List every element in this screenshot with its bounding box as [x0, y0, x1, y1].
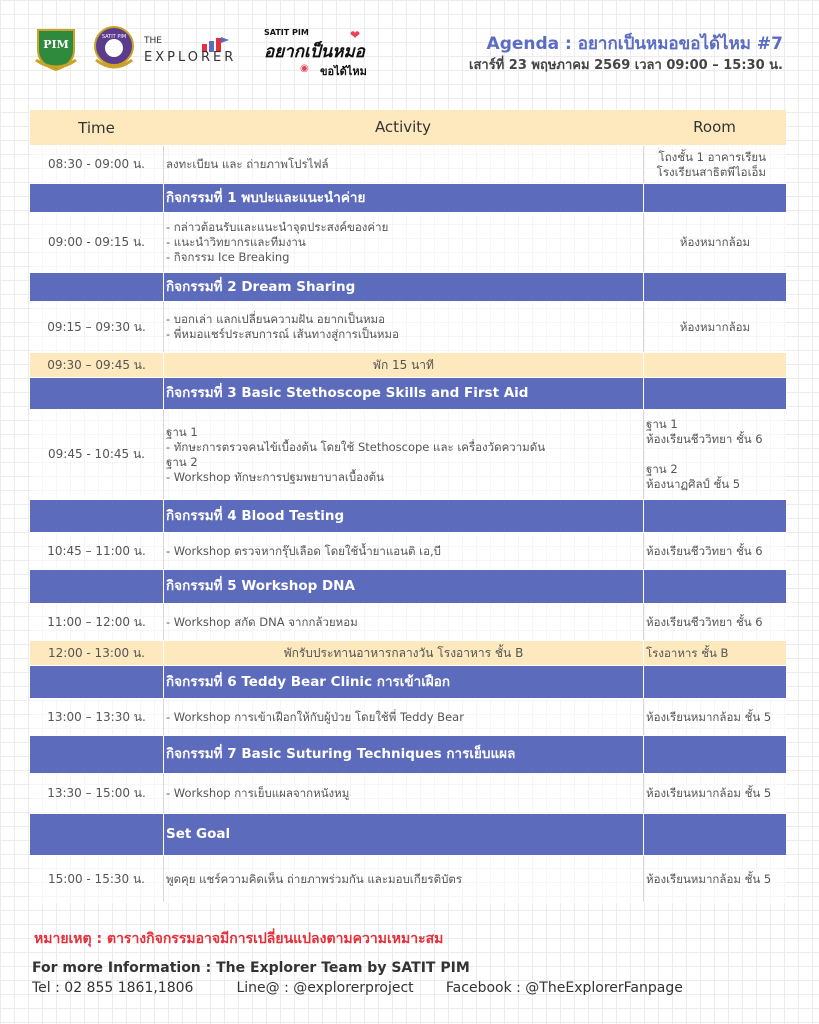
agenda-header [469, 32, 783, 76]
dream-doctor-logo [264, 28, 367, 78]
room-text: ฐาน 2 [646, 462, 678, 476]
activity-cell [163, 856, 643, 902]
band-time-cell [30, 666, 163, 698]
band-title-text: กิจกรรมที่ 6 Teddy Bear Clinic การเข้าเฝือก [166, 673, 451, 690]
time-cell: 13:00 – 13:30 น. [47, 709, 146, 724]
band-room-cell [643, 570, 786, 603]
activity-line: พูดคุย แชร์ความคิดเห็น ถ่ายภาพร่วมกัน และมอบเกียรติบัตร [166, 871, 463, 886]
room-text: ห้องเรียนหมากล้อม ชั้น 5 [646, 709, 772, 724]
schedule-row [30, 604, 786, 641]
schedule-row [30, 533, 786, 570]
room-cell [643, 641, 786, 665]
activity-band-row [30, 273, 786, 302]
activity-cell [163, 213, 643, 272]
activity-band-row [30, 184, 786, 213]
activity-cell [163, 302, 643, 352]
time-cell: 09:00 - 09:15 น. [48, 235, 145, 249]
activity-cell [163, 699, 643, 735]
room-text: โรงอาหาร ชั้น B [646, 645, 729, 660]
activity-line: ลงทะเบียน และ ถ่ายภาพโปรไฟล์ [166, 157, 329, 171]
time-cell: 13:30 – 15:00 น. [47, 786, 146, 800]
dream-logo-sub: ขอได้ไหม [320, 65, 367, 78]
band-room-cell [643, 666, 786, 698]
header-time: Time [78, 118, 115, 137]
pim-shield-logo [32, 24, 80, 72]
explorer-logo-the: THE [144, 36, 162, 46]
activity-band-title [163, 736, 643, 773]
header-activity: Activity [374, 118, 432, 136]
band-room-cell [643, 736, 786, 773]
room-text: ห้องหมากล้อม [679, 319, 751, 334]
activity-band-title [163, 500, 643, 532]
schedule-table [30, 110, 786, 903]
activity-band-title [163, 184, 643, 212]
band-title-text: กิจกรรมที่ 4 Blood Testing [166, 507, 345, 524]
activity-cell [163, 774, 643, 813]
time-cell: 09:15 – 09:30 น. [47, 319, 146, 334]
activity-line: - แนะนำวิทยากรและทีมงาน [166, 235, 306, 249]
band-time-cell [30, 184, 163, 212]
band-time-cell [30, 500, 163, 532]
schedule-row [30, 302, 786, 353]
activity-line: - กล่าวต้อนรับและแนะนำจุดประสงค์ของค่าย [166, 220, 389, 234]
band-title-text: กิจกรรมที่ 3 Basic Stethoscope Skills and First Aid [166, 385, 529, 401]
schedule-row [30, 856, 786, 903]
break-cell: พัก 15 นาที [163, 353, 643, 377]
schedule-row [30, 213, 786, 273]
room-text: โถงชั้น 1 อาคารเรียน [658, 149, 766, 164]
room-cell [643, 856, 786, 902]
schedule-row [30, 146, 786, 184]
schedule-note: หมายเหตุ : ตารางกิจกรรมอาจมีการเปลี่ยนแปลงตามความเหมาะสม [34, 931, 444, 947]
activity-line: - Workshop การเข้าเฝือกให้กับผู้ป่วย โดยใช้พี่ Teddy Bear [166, 709, 464, 724]
more-info: For more Information : The Explorer Team by SATIT PIM [32, 960, 470, 976]
activity-band-title [163, 570, 643, 603]
time-cell: 09:30 – 09:45 น. [47, 357, 146, 372]
activity-line: - พี่หมอแชร์ประสบการณ์ เส้นทางสู่การเป็นหมอ [166, 327, 399, 341]
room-text: ห้องเรียนหมากล้อม ชั้น 5 [646, 871, 772, 886]
room-text: ห้องเรียนชีววิทยา ชั้น 6 [646, 614, 763, 629]
activity-band-row [30, 570, 786, 604]
activity-line: ฐาน 1 [166, 424, 198, 439]
activity-cell [163, 410, 643, 499]
schedule-row [30, 774, 786, 814]
room-text: ห้องเรียนชีววิทยา ชั้น 6 [646, 543, 763, 558]
activity-band-title [163, 273, 643, 301]
room-cell [643, 604, 786, 640]
time-cell: 11:00 – 12:00 น. [47, 614, 146, 629]
activity-line: - Workshop สกัด DNA จากกล้วยหอม [166, 614, 358, 629]
activity-band-title [163, 378, 643, 409]
dream-logo-main: อยากเป็นหมอ [264, 42, 365, 62]
dream-logo-small: SATIT PIM [264, 28, 309, 37]
time-cell: 15:00 - 15:30 น. [48, 871, 145, 886]
room-cell [643, 533, 786, 569]
band-time-cell [30, 814, 163, 855]
time-cell: 09:45 - 10:45 น. [48, 447, 145, 461]
room-cell [643, 774, 786, 813]
heart-icon: ❤ [350, 28, 361, 42]
activity-band-row [30, 736, 786, 774]
band-room-cell [643, 500, 786, 532]
room-cell [643, 410, 786, 499]
header-room: Room [693, 118, 736, 136]
contact-facebook: Facebook : @TheExplorerFanpage [445, 980, 683, 996]
the-explorer-logo [144, 36, 256, 76]
room-text: ห้องนาฏศิลป์ ชั้น 5 [646, 477, 741, 491]
activity-band-title [163, 666, 643, 698]
activity-band-row [30, 814, 786, 856]
agenda-date: เสาร์ที่ 23 พฤษภาคม 2569 เวลา 09:00 – 15:30 น. [469, 58, 783, 73]
room-spacer [646, 447, 786, 462]
room-cell [643, 213, 786, 272]
room-text: ห้องหมากล้อม [679, 235, 751, 249]
satit-pim-seal-logo [90, 24, 138, 72]
time-cell: 12:00 - 13:00 น. [48, 645, 145, 660]
svg-text:PIM: PIM [43, 38, 69, 51]
break-row [30, 353, 786, 378]
band-title-text: กิจกรรมที่ 2 Dream Sharing [166, 278, 356, 295]
agenda-title: Agenda : อยากเป็นหมอขอได้ไหม #7 [486, 34, 783, 54]
room-text: ห้องเรียนชีววิทยา ชั้น 6 [646, 432, 763, 446]
room-cell [643, 699, 786, 735]
band-room-cell [643, 184, 786, 212]
room-cell [643, 146, 786, 183]
break-row [30, 641, 786, 666]
band-title-text: Set Goal [166, 826, 231, 842]
room-cell [643, 302, 786, 352]
activity-band-title [163, 814, 643, 855]
contact-tel: Tel : 02 855 1861,1806 [32, 980, 194, 996]
band-title-text: กิจกรรมที่ 1 พบปะและแนะนำค่าย [166, 189, 366, 206]
activity-line: - Workshop การเย็บแผลจากหนังหมู [166, 786, 350, 800]
room-cell [643, 353, 786, 377]
activity-line: - กิจกรรม Ice Breaking [166, 250, 290, 264]
contact-line-id: Line@ : @explorerproject [236, 980, 414, 996]
band-time-cell [30, 570, 163, 603]
band-time-cell [30, 273, 163, 301]
band-title-text: กิจกรรมที่ 7 Basic Suturing Techniques การเย็บแผล [166, 746, 516, 762]
schedule-row [30, 699, 786, 736]
activity-band-row [30, 666, 786, 699]
schedule-row [30, 410, 786, 500]
activity-line: - Workshop ทักษะการปฐมพยาบาลเบื้องต้น [166, 469, 384, 484]
activity-band-row [30, 500, 786, 533]
table-header-row [30, 110, 786, 146]
activity-line: ฐาน 2 [166, 454, 198, 469]
room-text: ห้องเรียนหมากล้อม ชั้น 5 [646, 786, 772, 800]
camera-icon: ◉ [300, 63, 309, 74]
band-room-cell [643, 814, 786, 855]
band-room-cell [643, 273, 786, 301]
band-time-cell [30, 736, 163, 773]
activity-cell [163, 604, 643, 640]
activity-line: - Workshop ตรวจหากรุ๊ปเลือด โดยใช้น้ำยาแอนติ เอ,บี [166, 543, 441, 558]
activity-line: - บอกเล่า แลกเปลี่ยนความฝัน อยากเป็นหมอ [166, 312, 386, 326]
activity-cell [163, 533, 643, 569]
band-time-cell [30, 378, 163, 409]
svg-text:SATIT PIM: SATIT PIM [101, 34, 127, 40]
schedule-rows [30, 146, 786, 903]
time-cell: 08:30 - 09:00 น. [48, 157, 145, 171]
activity-line: - ทักษะการตรวจคนไข้เบื้องต้น โดยใช้ Stethoscope และ เครื่องวัดความดัน [166, 439, 546, 454]
band-title-text: กิจกรรมที่ 5 Workshop DNA [166, 578, 355, 594]
room-text: ฐาน 1 [646, 417, 678, 431]
contact-line [32, 980, 683, 996]
activity-cell [163, 146, 643, 183]
break-cell: พักรับประทานอาหารกลางวัน โรงอาหาร ชั้น B [163, 641, 643, 665]
time-cell: 10:45 – 11:00 น. [47, 543, 146, 558]
room-text: โรงเรียนสาธิตพีไอเอ็ม [656, 164, 766, 179]
activity-band-row [30, 378, 786, 410]
explorer-logo-text: EXPLORER [144, 50, 237, 65]
band-room-cell [643, 378, 786, 409]
